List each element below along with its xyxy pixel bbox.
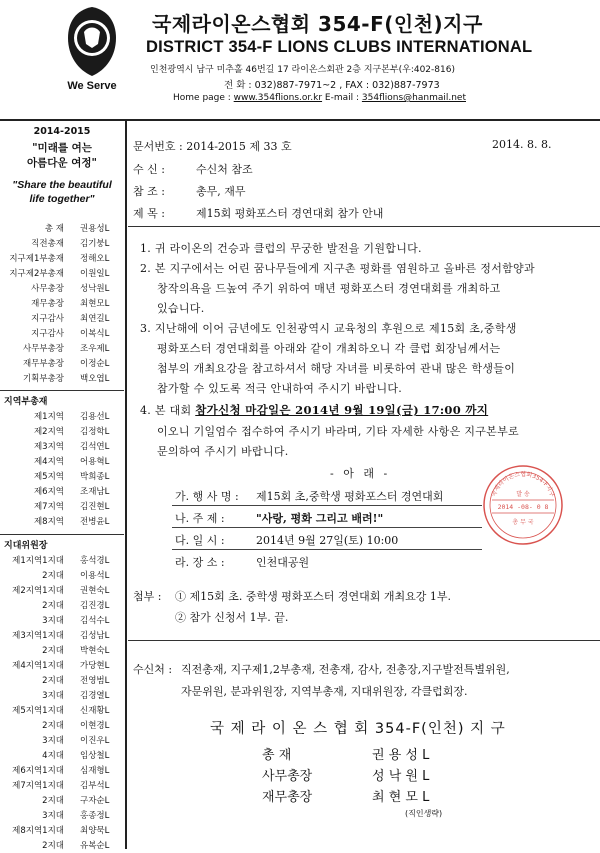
- to-label: 수 신 :: [133, 163, 165, 176]
- zone-name: 유복순L: [80, 841, 110, 851]
- zone-name: 김부석L: [80, 781, 110, 791]
- stamp-mid-text: 발 송: [516, 491, 530, 498]
- slogan-en-line: life together": [29, 193, 95, 205]
- zone-name: 가당현L: [80, 661, 110, 671]
- zone-name: 구자순L: [80, 796, 110, 806]
- officer-role: 사무부총장: [22, 344, 64, 354]
- paragraph-3-line: 참가할 수 있도록 적극 안내하여 주시기 바랍니다.: [157, 382, 403, 395]
- region-name: 김석연L: [80, 442, 110, 452]
- below-mark: - 아 래 -: [330, 467, 391, 480]
- attach-item[interactable]: ① 제15회 초. 중학생 평화포스터 경연대회 개최요강 1부.: [175, 590, 451, 603]
- region-role: 제8지역: [33, 517, 64, 527]
- item-label: 가. 행 사 명 :: [175, 490, 239, 503]
- subject-value: 제15회 평화포스터 경연대회 참가 안내: [196, 207, 384, 220]
- officer-name: 이원일L: [80, 269, 110, 279]
- item-value: "사랑, 평화 그리고 배려!": [256, 512, 384, 525]
- zone-name: 김진경L: [80, 601, 110, 611]
- officer-row: [0, 222, 124, 236]
- officer-name: 성낙원L: [80, 284, 110, 294]
- zone-name: 이현경L: [80, 721, 110, 731]
- lions-emblem-icon: [62, 4, 122, 80]
- zone-name: 홍석경L: [80, 556, 110, 566]
- officer-name: 이정순L: [80, 359, 110, 369]
- zone-role: 제5지역1지대: [12, 706, 64, 716]
- officer-name: 최연길L: [80, 314, 110, 324]
- zone-role: 4지대: [42, 751, 64, 761]
- cc-value: 총무, 재무: [196, 185, 246, 198]
- signer-name: 성 낙 원 L: [372, 769, 430, 784]
- region-name: 어용혁L: [80, 457, 110, 467]
- region-row: [0, 485, 124, 499]
- zone-row: [0, 554, 124, 568]
- region-name: 김진현L: [80, 502, 110, 512]
- zone-name: 김성남L: [80, 631, 110, 641]
- we-serve-label: We Serve: [67, 80, 117, 92]
- zone-row: [0, 584, 124, 598]
- header-address: 인천광역시 남구 미추홀 46번길 17 라이온스회관 2층 지구본부(우:402-816): [150, 65, 455, 75]
- zone-name: 홍종정L: [80, 811, 110, 821]
- subject-rule: [128, 226, 600, 227]
- header-contact: [173, 93, 466, 103]
- region-role: 제2지역: [33, 427, 64, 437]
- region-row: [0, 425, 124, 439]
- zone-role: 2지대: [42, 796, 64, 806]
- recipients-label: 수신처 :: [133, 663, 173, 676]
- zone-role: 3지대: [42, 736, 64, 746]
- region-role: 제3지역: [33, 442, 64, 452]
- zone-role: 2지대: [42, 571, 64, 581]
- region-role: 제6지역: [33, 487, 64, 497]
- paragraph-3-line: 3. 지난해에 이어 금년에도 인천광역시 교육청의 후원으로 제15회 초,중학생: [140, 322, 517, 335]
- officer-name: 김기붕L: [80, 239, 110, 249]
- zone-name: 김경열L: [80, 691, 110, 701]
- attach-label: 첨부 :: [133, 590, 162, 603]
- officer-name: 이복식L: [80, 329, 110, 339]
- stamp-date-text: 2014 -08- 0 8: [497, 503, 549, 511]
- officer-name: 백오엽L: [80, 374, 110, 384]
- zone-role: 제8지역1지대: [12, 826, 64, 836]
- zone-role: 제2지역1지대: [12, 586, 64, 596]
- paragraph-1: 1. 귀 라이온의 건승과 클럽의 무궁한 발전을 기원합니다.: [140, 242, 422, 255]
- paragraph-2-line: 있습니다.: [157, 302, 205, 315]
- zone-role: 2지대: [42, 601, 64, 611]
- zone-role: 3지대: [42, 691, 64, 701]
- region-name: 전병윤L: [80, 517, 110, 527]
- home-link[interactable]: www.354flions.or.kr: [233, 93, 323, 103]
- header-rule: [0, 119, 600, 121]
- item-label: 다. 일 시 :: [175, 534, 225, 547]
- officer-row: [0, 372, 124, 386]
- recipients-line: 직전총재, 지구제1,2부총재, 전총재, 감사, 전총장,지구발전특별위원,: [181, 663, 510, 676]
- zone-row: [0, 809, 124, 823]
- dispatch-stamp: [482, 464, 564, 546]
- region-row: [0, 515, 124, 529]
- zone-row: [0, 779, 124, 793]
- officer-row: [0, 282, 124, 296]
- zone-role: 제3지역1지대: [12, 631, 64, 641]
- zone-row: [0, 749, 124, 763]
- item-label: 라. 장 소 :: [175, 556, 225, 569]
- deadline-highlight: 참가신청 마감일은 2014년 9월 19일(금) 17:00 까지: [195, 403, 489, 417]
- region-role: 제5지역: [33, 472, 64, 482]
- officer-name: 조우제L: [80, 344, 110, 354]
- zone-row: [0, 764, 124, 778]
- stamp-org-text: 국제라이온스협회354-F지구: [490, 470, 556, 498]
- zone-role: 3지대: [42, 811, 64, 821]
- zone-role: 제6지역1지대: [12, 766, 64, 776]
- officer-row: [0, 357, 124, 371]
- zone-row: [0, 794, 124, 808]
- recipients-line: 자문위원, 분과위원장, 지역부총재, 지대위원장, 각클럽회장.: [181, 685, 468, 698]
- to-value: 수신처 참조: [196, 163, 253, 176]
- sidebar-section-rule: [0, 390, 124, 391]
- officer-role: 지구제2부총재: [9, 269, 64, 279]
- paragraph-3-line: 첨부의 개최요강을 참고하셔서 해당 자녀를 비롯하여 관내 많은 학생들이: [157, 362, 516, 375]
- sidebar-divider: [125, 119, 127, 849]
- header-title: 국제라이온스협회 354-F(인천)지구: [152, 12, 483, 36]
- sidebar-section-rule: [0, 534, 124, 535]
- officer-row: [0, 297, 124, 311]
- proxy-note: (직인생략): [405, 809, 443, 818]
- deadline-prefix: 4. 본 대회: [140, 404, 196, 417]
- zone-row: [0, 629, 124, 643]
- officer-row: [0, 267, 124, 281]
- officer-name: 권용성L: [80, 224, 110, 234]
- sidebar-year: 2014-2015: [33, 126, 91, 137]
- zone-name: 이진우L: [80, 736, 110, 746]
- region-row: [0, 410, 124, 424]
- zone-row: [0, 719, 124, 733]
- zone-heading: 지대위원장: [4, 541, 48, 551]
- item-rule: [172, 505, 482, 506]
- region-name: 김정학L: [80, 427, 110, 437]
- region-row: [0, 470, 124, 484]
- zone-name: 이용석L: [80, 571, 110, 581]
- signature-organization: 국 제 라 이 온 스 협 회 354-F(인천) 지 구: [210, 721, 506, 737]
- officer-role: 사무총장: [31, 284, 64, 294]
- region-name: 김용선L: [80, 412, 110, 422]
- zone-name: 신재황L: [80, 706, 110, 716]
- officer-row: [0, 327, 124, 341]
- item-value: 2014년 9월 27일(토) 10:00: [256, 534, 399, 547]
- doc-number: 문서번호 : 2014-2015 제 33 호: [133, 140, 292, 153]
- zone-row: [0, 614, 124, 628]
- region-role: 제4지역: [33, 457, 64, 467]
- officer-role: 재무총장: [31, 299, 64, 309]
- officer-role: 기획부총장: [22, 374, 64, 384]
- zone-row: [0, 734, 124, 748]
- sidebar-slogan-ko: [0, 141, 124, 171]
- zone-row: [0, 824, 124, 838]
- home-label: Home page :: [173, 93, 234, 103]
- paragraph-4-line: 문의하여 주시기 바랍니다.: [157, 445, 289, 458]
- region-name: 박희종L: [80, 472, 110, 482]
- zone-name: 최양묵L: [80, 826, 110, 836]
- zone-row: [0, 599, 124, 613]
- paragraph-4-line: [140, 402, 488, 418]
- zone-role: 2지대: [42, 646, 64, 656]
- zone-row: [0, 704, 124, 718]
- item-label: 나. 주 제 :: [175, 512, 225, 525]
- slogan-ko-line: 아름다운 여정": [27, 157, 97, 169]
- attach-item[interactable]: ② 참가 신청서 1부. 끝.: [175, 611, 289, 624]
- email-link[interactable]: 354flions@hanmail.net: [361, 93, 466, 103]
- zone-role: 제4지역1지대: [12, 661, 64, 671]
- officer-name: 최현모L: [80, 299, 110, 309]
- zone-name: 박현숙L: [80, 646, 110, 656]
- recipients-rule: [128, 640, 600, 641]
- item-rule: [172, 549, 482, 550]
- zone-row: [0, 644, 124, 658]
- officer-role: 직전총재: [31, 239, 64, 249]
- zone-role: 3지대: [42, 616, 64, 626]
- region-row: [0, 500, 124, 514]
- stamp-bottom-text: 총 무 국: [512, 519, 534, 526]
- zone-name: 김석수L: [80, 616, 110, 626]
- signer-title: 재무총장: [262, 790, 313, 805]
- signer-title: 사무총장: [262, 769, 313, 784]
- sidebar-slogan-en: [0, 178, 124, 206]
- officer-role: 지구제1부총재: [9, 254, 64, 264]
- item-value: 인천대공원: [256, 556, 310, 569]
- zone-row: [0, 839, 124, 853]
- zone-row: [0, 659, 124, 673]
- zone-name: 권현숙L: [80, 586, 110, 596]
- subject-label: 제 목 :: [133, 207, 165, 220]
- zone-role: 2지대: [42, 676, 64, 686]
- slogan-ko-line: "미래를 여는: [32, 142, 92, 154]
- zone-role: 2지대: [42, 721, 64, 731]
- region-role: 제7지역: [33, 502, 64, 512]
- region-heading: 지역부총재: [4, 397, 48, 407]
- header-subtitle: DISTRICT 354-F LIONS CLUBS INTERNATIONAL: [146, 38, 533, 56]
- officer-role: 총 재: [44, 224, 64, 234]
- zone-row: [0, 674, 124, 688]
- officer-row: [0, 342, 124, 356]
- signer-title: 총 재: [262, 748, 292, 763]
- paragraph-4-line: 이오니 기일엄수 접수하여 주시기 바라며, 기타 자세한 사항은 지구본부로: [157, 425, 519, 438]
- slogan-en-line: "Share the beautiful: [12, 179, 112, 191]
- officer-role: 지구감사: [31, 329, 64, 339]
- officer-row: [0, 312, 124, 326]
- item-rule: [172, 527, 482, 528]
- region-row: [0, 455, 124, 469]
- doc-date: 2014. 8. 8.: [492, 138, 552, 151]
- officer-row: [0, 252, 124, 266]
- email-label: E-mail :: [322, 93, 362, 103]
- zone-row: [0, 569, 124, 583]
- paragraph-2-line: 2. 본 지구에서는 어린 꿈나무들에게 지구촌 평화를 염원하고 올바른 정서함양과: [140, 262, 535, 275]
- region-name: 조재남L: [80, 487, 110, 497]
- header-phone: 전 화 : 032)887-7971~2 , FAX : 032)887-7973: [224, 80, 440, 91]
- item-value: 제15회 초,중학생 평화포스터 경연대회: [256, 490, 444, 503]
- zone-role: 제1지역1지대: [12, 556, 64, 566]
- paragraph-3-line: 평화포스터 경연대회를 아래와 같이 개최하오니 각 클럽 회장님께서는: [157, 342, 501, 355]
- zone-name: 심재형L: [80, 766, 110, 776]
- officer-role: 지구감사: [31, 314, 64, 324]
- officer-row: [0, 237, 124, 251]
- zone-role: 제7지역1지대: [12, 781, 64, 791]
- paragraph-2-line: 창작의욕을 드높여 주기 위하여 매년 평화포스터 경연대회를 개최하고: [157, 282, 501, 295]
- signer-name: 최 현 모 L: [372, 790, 430, 805]
- signer-name: 권 용 성 L: [372, 748, 430, 763]
- officer-name: 정해오L: [80, 254, 110, 264]
- cc-label: 참 조 :: [133, 185, 165, 198]
- region-row: [0, 440, 124, 454]
- zone-name: 임상철L: [80, 751, 110, 761]
- officer-role: 재무부총장: [22, 359, 64, 369]
- zone-row: [0, 689, 124, 703]
- zone-name: 전영범L: [80, 676, 110, 686]
- region-role: 제1지역: [33, 412, 64, 422]
- zone-role: 2지대: [42, 841, 64, 851]
- lions-logo: [62, 4, 122, 96]
